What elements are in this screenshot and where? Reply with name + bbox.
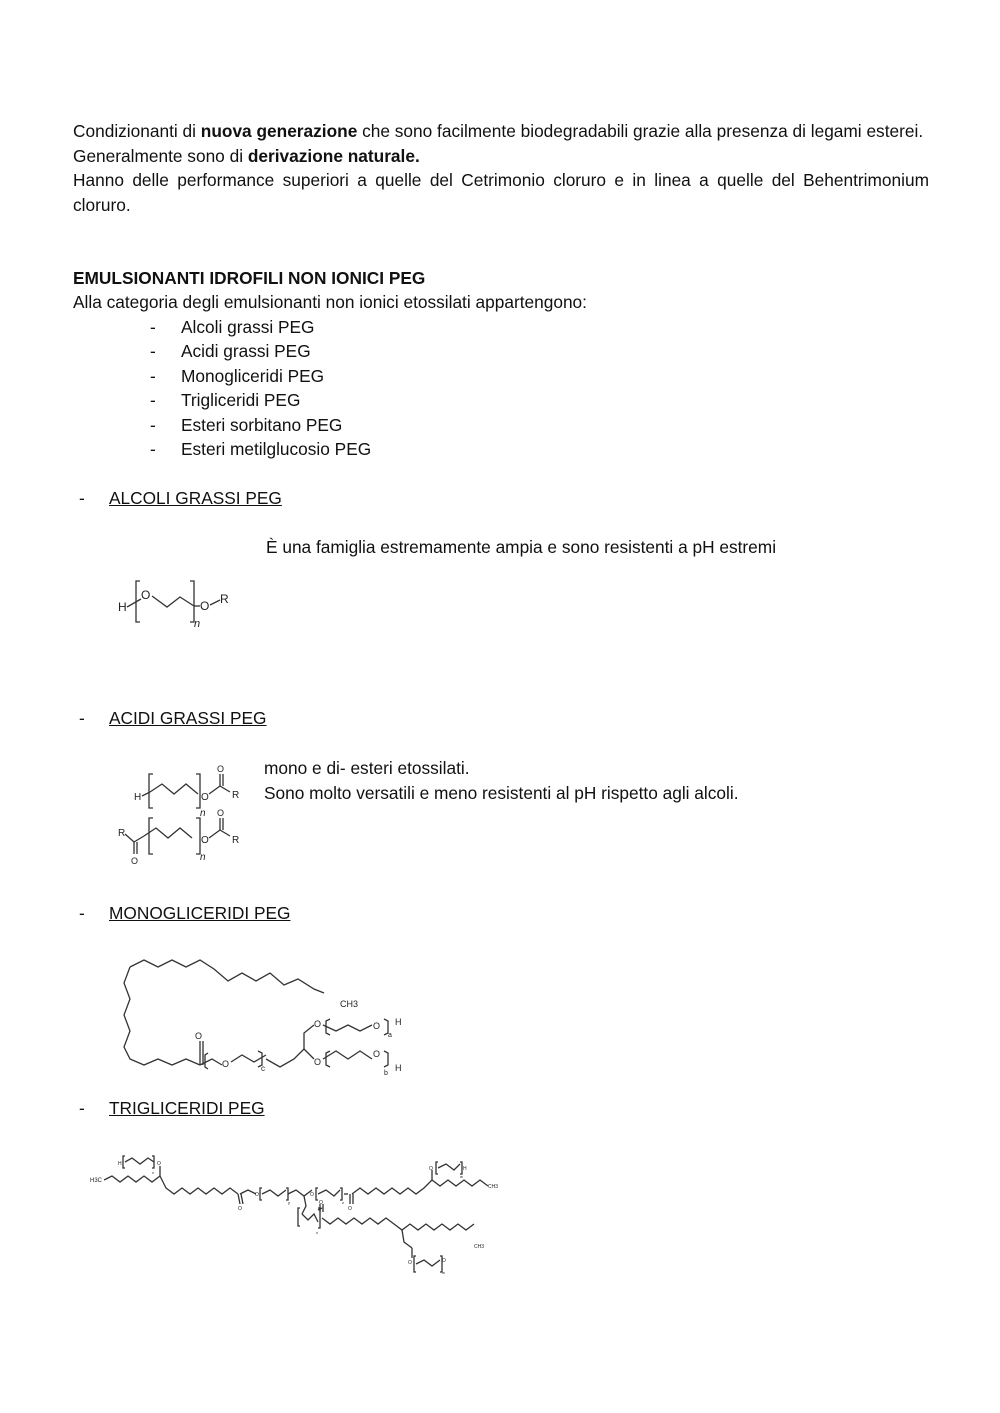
document-page: Condizionanti di nuova generazione che sono facilmente biodegradabili grazie alla presenza di legami esterei. Generalmente sono di derivazione naturale. Hanno delle performance superiori a quelle del Cetrimonio cloruro e in linea a quelle del Behentrimonium cloruro. EMULSIONANTI IDROFILI NON IONICI PEG Alla categoria degli emulsionanti non ionici etossilati appartengono: - Alcoli grassi PEG - Acidi grassi PEG - Monogliceridi PEG - Trigliceridi PEG - Esteri sorbitano PEG - Esteri metilglucosio PEG - ALCOLI GRASSI PEG È una famiglia estremamente ampia e sono resistenti a pH estremi H O n O R - ACIDI GRASSI PEG mono e di- esteri etossilati. Sono molto versatili e meno resistenti al pH rispetto agli alcoli. H n O O R R O n O O R - MONOGLICERIDI PEG CH3 O O c O O a H O O b H - TRIGLICERIDI PEG H3C O H x O O y O z O CH3 O H w x O CH3 O O w bbox=[0, 0, 1000, 1413]
svg-text:x: x bbox=[316, 1230, 318, 1235]
svg-text:O: O bbox=[429, 1166, 433, 1172]
svg-text:c: c bbox=[261, 1064, 265, 1073]
svg-text:R: R bbox=[232, 835, 240, 846]
intro-paragraph-2: Generalmente sono di derivazione naturale. bbox=[73, 145, 420, 166]
trigliceridi-peg-structure bbox=[90, 1150, 510, 1285]
svg-text:O: O bbox=[373, 1049, 381, 1059]
list-item: - Alcoli grassi PEG bbox=[150, 317, 315, 337]
svg-text:O: O bbox=[319, 1200, 323, 1206]
acidi-description-line-2: Sono molto versatili e meno resistenti al pH rispetto agli alcoli. bbox=[264, 782, 739, 803]
svg-text:H3C: H3C bbox=[90, 1178, 103, 1184]
svg-text:H: H bbox=[395, 1063, 402, 1073]
list-item: - Trigliceridi PEG bbox=[150, 390, 301, 411]
svg-text:O: O bbox=[348, 1206, 352, 1212]
monogliceridi-peg-structure bbox=[118, 955, 418, 1080]
svg-text:R: R bbox=[220, 592, 229, 606]
peg-heading: EMULSIONANTI IDROFILI NON IONICI PEG bbox=[73, 268, 426, 288]
acidi-description bbox=[264, 756, 739, 805]
svg-text:O: O bbox=[310, 1192, 314, 1198]
svg-text:O: O bbox=[255, 1192, 259, 1198]
svg-text:O: O bbox=[200, 599, 210, 613]
svg-text:b: b bbox=[384, 1070, 388, 1077]
svg-text:n: n bbox=[200, 852, 206, 863]
list-item: - Monogliceridi PEG bbox=[150, 365, 325, 386]
svg-text:n: n bbox=[200, 808, 206, 819]
intro-bold-natural-derivation: derivazione naturale. bbox=[247, 145, 420, 166]
svg-text:O: O bbox=[314, 1057, 322, 1067]
intro-bold-new-generation: nuova generazione bbox=[200, 121, 358, 141]
svg-text:w: w bbox=[460, 1174, 463, 1179]
alcoli-grassi-peg-structure bbox=[112, 578, 242, 630]
acidi-description-line-1: mono e di- esteri etossilati. bbox=[264, 758, 470, 778]
structure-label-h: H bbox=[118, 600, 127, 614]
svg-text:x: x bbox=[152, 1170, 154, 1175]
svg-text:w: w bbox=[442, 1270, 445, 1275]
svg-text:O: O bbox=[238, 1206, 242, 1212]
svg-text:y: y bbox=[288, 1200, 290, 1205]
list-item: - Esteri sorbitano PEG bbox=[150, 414, 343, 435]
svg-text:CH3: CH3 bbox=[474, 1244, 485, 1250]
svg-text:O: O bbox=[217, 764, 225, 774]
svg-text:O: O bbox=[141, 588, 151, 602]
svg-text:a: a bbox=[388, 1032, 392, 1039]
svg-text:O: O bbox=[222, 1059, 230, 1069]
svg-text:CH3: CH3 bbox=[340, 999, 359, 1009]
intro-paragraph-3: Hanno delle performance superiori a quelle del Cetrimonio cloruro e in linea a quelle del Behentrimonium cloruro. bbox=[73, 170, 929, 215]
peg-lead-text: Alla categoria degli emulsionanti non ionici etossilati appartengono: bbox=[73, 292, 587, 312]
acidi-grassi-peg-structure bbox=[112, 762, 252, 868]
intro-paragraph-1: Condizionanti di nuova generazione che sono facilmente biodegradabili grazie alla presenza di legami esterei. bbox=[73, 121, 924, 141]
svg-text:n: n bbox=[194, 618, 201, 630]
intro-text bbox=[73, 119, 929, 217]
svg-text:O: O bbox=[201, 835, 209, 846]
svg-text:O: O bbox=[408, 1260, 412, 1266]
svg-text:H: H bbox=[395, 1017, 402, 1027]
svg-text:R: R bbox=[232, 790, 240, 801]
svg-text:O: O bbox=[442, 1258, 446, 1264]
svg-text:H: H bbox=[463, 1166, 467, 1172]
svg-text:H: H bbox=[118, 1161, 122, 1167]
svg-text:H: H bbox=[134, 792, 142, 803]
svg-text:CH3: CH3 bbox=[488, 1184, 499, 1190]
peg-category-list bbox=[150, 315, 371, 461]
svg-text:z: z bbox=[342, 1200, 344, 1205]
alcoli-description: È una famiglia estremamente ampia e sono resistenti a pH estremi bbox=[266, 537, 777, 557]
svg-text:O: O bbox=[157, 1161, 161, 1167]
svg-text:O: O bbox=[201, 792, 209, 803]
list-item: - Acidi grassi PEG bbox=[150, 341, 311, 362]
svg-text:O: O bbox=[314, 1019, 322, 1029]
svg-text:O: O bbox=[217, 808, 225, 818]
svg-text:O: O bbox=[195, 1031, 203, 1041]
svg-text:O: O bbox=[373, 1021, 381, 1031]
list-item: - Esteri metilglucosio PEG bbox=[150, 438, 372, 459]
svg-text:O: O bbox=[131, 856, 139, 866]
svg-text:R: R bbox=[118, 828, 126, 839]
